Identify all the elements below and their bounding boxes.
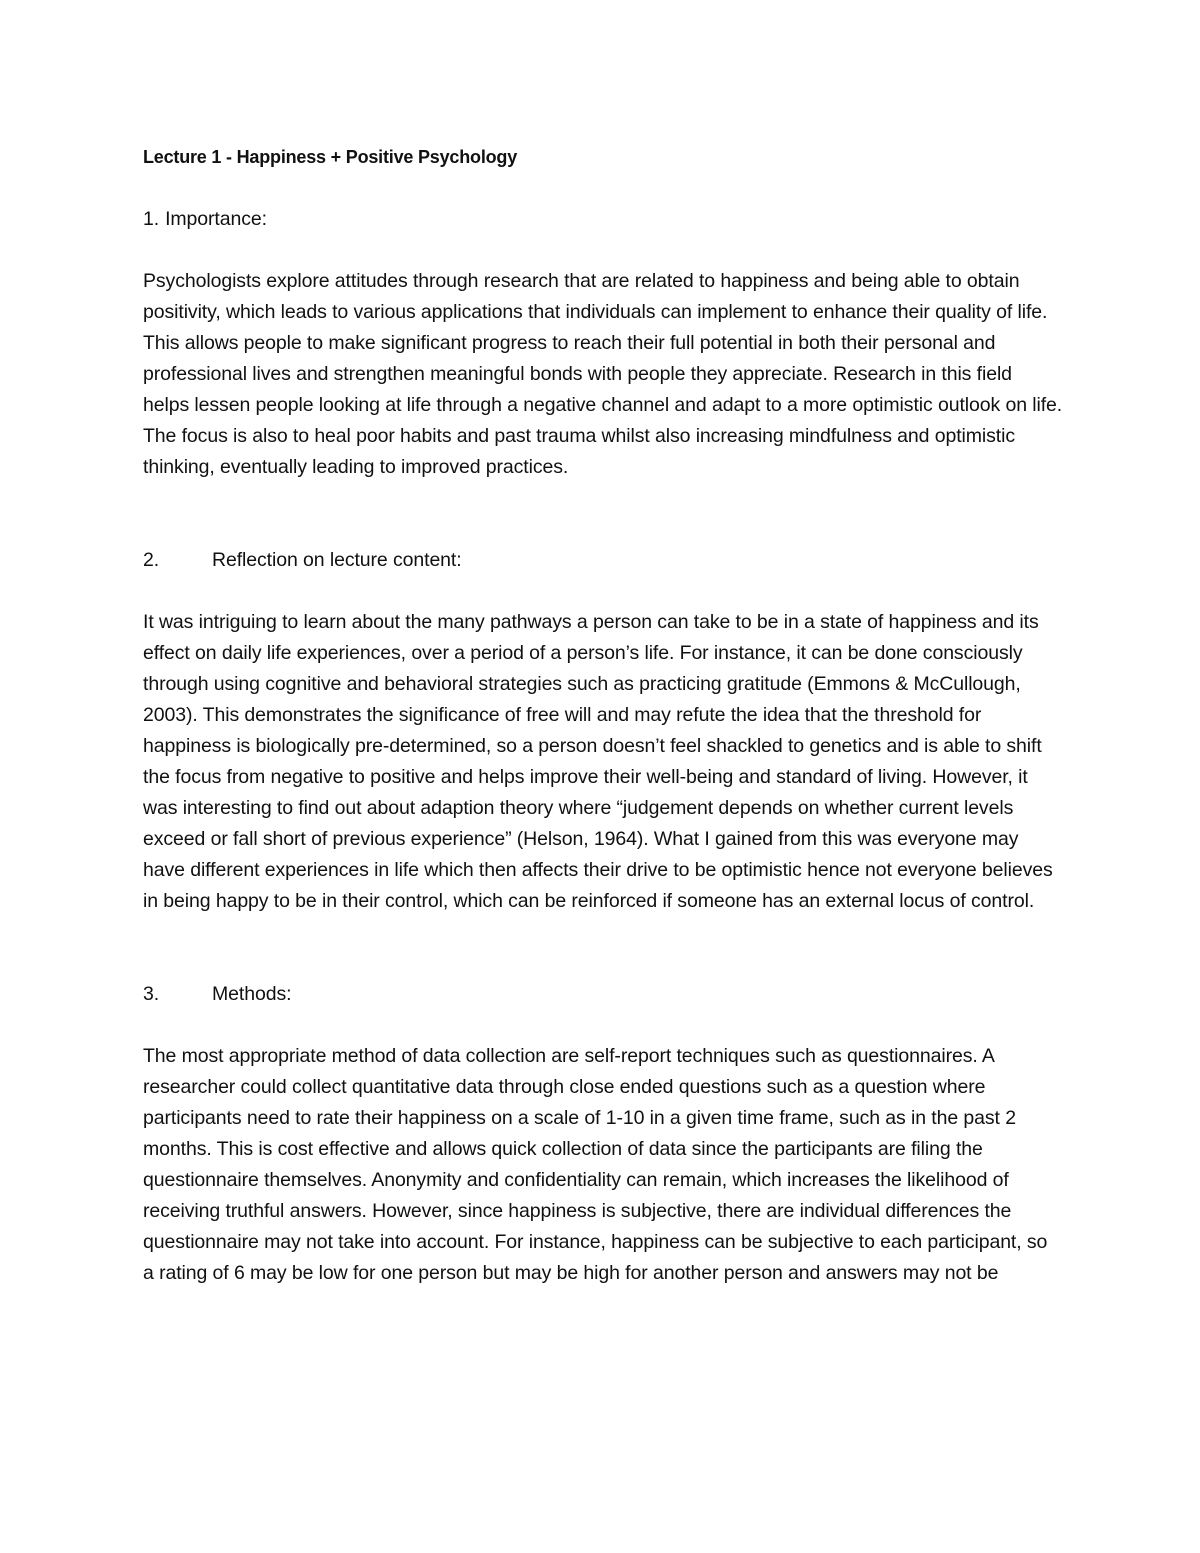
section-2-title: Reflection on lecture content: (212, 549, 462, 571)
section-1-title: Importance: (165, 208, 267, 230)
document-content (143, 142, 1063, 1289)
section-3-number: 3. (143, 983, 160, 1005)
section-3-heading (143, 979, 1063, 1010)
section-3-title: Methods: (212, 983, 292, 1005)
section-2-body: It was intriguing to learn about the many pathways a person can take to be in a state of happiness and its effect on daily life experiences, over a period of a person’s life. For instance, it can be done consciously through using cognitive and behavioral strategies such as practicing gratitude (Emmons & McCullough, 2003). This demonstrates the significance of free will and may refute the idea that the threshold for happiness is biologically pre-determined, so a person doesn’t feel shackled to genetics and is able to shift the focus from negative to positive and helps improve their well-being and standard of living. However, it was interesting to find out about adaption theory where “judgement depends on whether current levels exceed or fall short of previous experience” (Helson, 1964). What I gained from this was everyone may have different experiences in life which then affects their drive to be optimistic hence not everyone believes in being happy to be in their control, which can be reinforced if someone has an external locus of control. (143, 611, 1053, 912)
section-2-heading (143, 545, 1063, 576)
section-1-number: 1. (143, 208, 160, 230)
section-3-body: The most appropriate method of data collection are self-report techniques such as questionnaires. A researcher could collect quantitative data through close ended questions such as a question where participants need to rate their happiness on a scale of 1-10 in a given time frame, such as in the past 2 months. This is cost effective and allows quick collection of data since the participants are filing the questionnaire themselves. Anonymity and confidentiality can remain, which increases the likelihood of receiving truthful answers. However, since happiness is subjective, there are individual differences the questionnaire may not take into account. For instance, happiness can be subjective to each participant, so a rating of 6 may be low for one person but may be high for another person and answers may not be (143, 1045, 1048, 1284)
section-1-heading (143, 204, 1063, 235)
section-2-number: 2. (143, 549, 160, 571)
section-1-body: Psychologists explore attitudes through research that are related to happiness and being able to obtain positivity, which leads to various applications that individuals can implement to enhance their quality of life. This allows people to make significant progress to reach their full potential in both their personal and professional lives and strengthen meaningful bonds with people they appreciate. Research in this field helps lessen people looking at life through a negative channel and adapt to a more optimistic outlook on life. The focus is also to heal poor habits and past trauma whilst also increasing mindfulness and optimistic thinking, eventually leading to improved practices. (143, 270, 1063, 478)
document-title: Lecture 1 - Happiness + Positive Psychology (143, 147, 518, 167)
